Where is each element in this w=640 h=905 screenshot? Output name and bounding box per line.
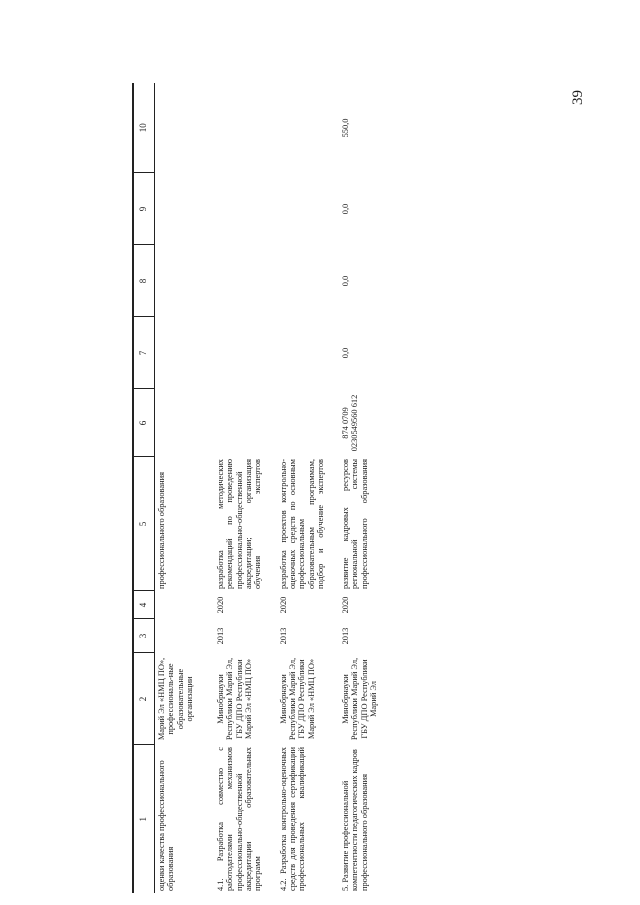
activity-name: 4.1. Разработка совместно с работодателями механизмов профессионально-общественной аккредитации образовательных программ xyxy=(216,747,263,891)
executor: Минобрнауки Республики Марий Эл, ГБУ ДПО Республики Марий Эл xyxy=(341,657,379,741)
expected-result: профессионального образования xyxy=(157,472,166,589)
column-header: 8 xyxy=(133,245,155,317)
amount-col8 xyxy=(273,245,335,317)
amount-col7 xyxy=(155,317,211,389)
start-year xyxy=(155,619,211,653)
column-header: 3 xyxy=(133,619,155,653)
column-header: 10 xyxy=(133,83,155,173)
budget-table xyxy=(132,83,388,893)
activity-name: 5. Развитие профессиональной компетентности педагогических кадров профессионального образования xyxy=(341,749,369,891)
end-year: 2020 xyxy=(216,596,226,614)
expected-result: разработка проектов контрольно-оценочных средств по основным профессиональным образовательным программам, подбор и обучение экспертов xyxy=(278,459,325,589)
executor: Марий Эл «НМЦ ПО», профессиональ-ные образовательные организации xyxy=(157,657,194,741)
amount-col9 xyxy=(273,173,335,245)
table-row xyxy=(210,83,272,893)
start-year: 2013 xyxy=(216,627,226,645)
amount-col10 xyxy=(210,83,272,173)
end-year: 2020 xyxy=(341,596,351,614)
end-year: 2020 xyxy=(278,596,288,614)
budget-code: 874 0709 0230549560 612 xyxy=(341,394,360,452)
amount-col7 xyxy=(210,317,272,389)
table-row xyxy=(335,83,388,893)
page-number: 39 xyxy=(570,90,586,105)
amount-col9: 0,0 xyxy=(341,203,351,215)
column-header: 1 xyxy=(133,745,155,893)
table-row xyxy=(155,83,211,893)
end-year xyxy=(155,591,211,619)
column-header: 9 xyxy=(133,173,155,245)
amount-col8 xyxy=(155,245,211,317)
amount-col7 xyxy=(273,317,335,389)
amount-col9 xyxy=(155,173,211,245)
expected-result: разработка методических рекомендаций по проведению профессионально-общественной аккредитации; организация обучения экспертов xyxy=(216,459,263,589)
executor: Минобрнауки Республики Марий Эл, ГБУ ДПО Республики Марий Эл «НМЦ ПО» xyxy=(278,657,316,741)
table-row xyxy=(273,83,335,893)
executor: Минобрнауки Республики Марий Эл, ГБУ ДПО Республики Марий Эл «НМЦ ПО» xyxy=(216,657,254,741)
column-header: 6 xyxy=(133,389,155,457)
amount-col8 xyxy=(210,245,272,317)
amount-col10: 550,0 xyxy=(341,118,351,138)
amount-col8: 0,0 xyxy=(341,275,351,287)
column-header: 4 xyxy=(133,591,155,619)
rotated-table-sheet xyxy=(132,33,632,893)
start-year: 2013 xyxy=(341,627,351,645)
amount-col10 xyxy=(273,83,335,173)
start-year: 2013 xyxy=(278,627,288,645)
budget-code xyxy=(210,389,272,457)
column-header: 5 xyxy=(133,457,155,591)
budget-code xyxy=(273,389,335,457)
amount-col7: 0,0 xyxy=(341,347,351,359)
budget-code xyxy=(155,389,211,457)
activity-name: 4.2. Разработка контрольно-оценочных средств для проведения сертификации профессиональных квалификаций xyxy=(278,747,307,891)
column-header: 2 xyxy=(133,653,155,745)
column-header: 7 xyxy=(133,317,155,389)
amount-col10 xyxy=(155,83,211,173)
expected-result: развитие кадровых ресурсов региональной системы профессионального образования xyxy=(341,459,369,589)
table-header-row xyxy=(133,83,155,893)
amount-col9 xyxy=(210,173,272,245)
activity-name: оценки качества профессионального образования xyxy=(157,760,176,891)
